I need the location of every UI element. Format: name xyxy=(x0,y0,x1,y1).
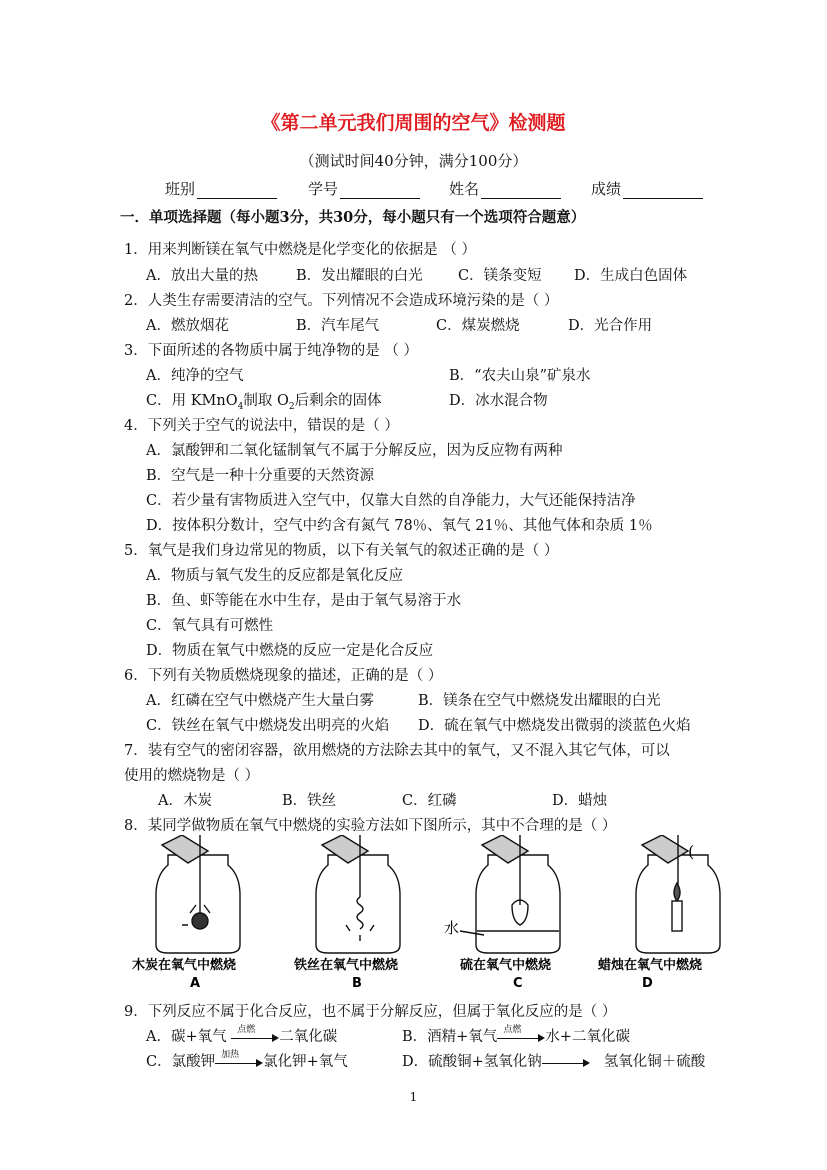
caption-d: 蜡烛在氧气中燃烧 xyxy=(598,958,703,973)
question-4-stem: 4．下列关于空气的说法中，错误的是（ ） xyxy=(124,418,399,434)
question-6-option-a: A．红磷在空气中燃烧产生大量白雾 xyxy=(146,693,374,709)
combustion-experiments-figure xyxy=(128,835,728,995)
section-heading: 一．单项选择题（每小题3分，共30分，每小题只有一个选项符合题意） xyxy=(120,209,586,226)
score-label: 成绩 xyxy=(591,180,622,198)
question-2-option-b: B．汽车尾气 xyxy=(296,318,380,334)
question-9-option-b: B．酒精+氧气 点燃 水+二氧化碳 xyxy=(402,1025,630,1045)
question-6-option-d: D．硫在氧气中燃烧发出微弱的淡蓝色火焰 xyxy=(418,718,691,734)
question-2-option-c: C．煤炭燃烧 xyxy=(436,318,520,334)
name-field xyxy=(449,178,561,199)
score-blank xyxy=(623,184,703,199)
question-4-option-a: A．氯酸钾和二氧化锰制氧气不属于分解反应，因为反应物有两种 xyxy=(146,443,563,459)
class-label: 班别 xyxy=(165,180,196,198)
question-3-option-c: C．用 KMnO$_4$制取 $O_2$后剩余的固体 xyxy=(146,393,382,412)
letter-b: B xyxy=(352,976,362,991)
class-field xyxy=(165,178,277,199)
question-1-option-d: D．生成白色固体 xyxy=(574,268,688,284)
question-4-option-d: D．按体积分数计，空气中约含有氮气 78％、氧气 21％、其他气体和杂质 1％ xyxy=(146,518,653,534)
number-label: 学号 xyxy=(308,180,339,198)
score-field xyxy=(591,178,703,199)
question-5-option-c: C．氧气具有可燃性 xyxy=(146,618,274,634)
question-7-stem-line-1: 7．装有空气的密闭容器，欲用燃烧的方法除去其中的氧气，又不混入其它气体，可以 xyxy=(124,743,670,759)
caption-c: 硫在氧气中燃烧 xyxy=(460,958,552,973)
question-1-option-a: A．放出大量的热 xyxy=(146,268,258,284)
question-3-option-b: B．“农夫山泉”矿泉水 xyxy=(449,368,591,384)
letter-d: D xyxy=(642,976,653,991)
jar-d-illustration xyxy=(636,835,720,953)
question-2-option-d: D．光合作用 xyxy=(568,318,653,334)
number-blank xyxy=(340,184,420,199)
question-7-option-a: A．木炭 xyxy=(158,793,212,809)
letter-c: C xyxy=(513,976,523,991)
name-blank xyxy=(481,184,561,199)
question-3-option-a: A．纯净的空气 xyxy=(146,368,244,384)
question-2-option-a: A．燃放烟花 xyxy=(146,318,229,334)
page-title: 《第二单元我们周围的空气》检测题 xyxy=(261,112,566,134)
caption-a: 木炭在氧气中燃烧 xyxy=(132,958,237,973)
question-5-option-d: D．物质在氧气中燃烧的反应一定是化合反应 xyxy=(146,643,434,659)
question-5-option-b: B．鱼、虾等能在水中生存，是由于氧气易溶于水 xyxy=(146,593,462,609)
figure-paren: ( xyxy=(688,842,695,861)
arrow-icon: 点燃 xyxy=(231,1030,279,1044)
question-9-option-d: D．硫酸铜+氢氧化钠 氢氧化铜＋硫酸 xyxy=(402,1054,706,1070)
question-4-option-c: C．若少量有害物质进入空气中，仅靠大自然的自净能力，大气还能保持洁净 xyxy=(146,493,636,509)
question-8-stem: 8．某同学做物质在氧气中燃烧的实验方法如下图所示，其中不合理的是（ ） xyxy=(124,818,617,834)
question-3-stem: 3．下面所述的各物质中属于纯净物的是 （ ） xyxy=(124,343,418,359)
question-6-option-c: C．铁丝在氧气中燃烧发出明亮的火焰 xyxy=(146,718,390,734)
letter-a: A xyxy=(190,976,201,991)
jar-c-illustration xyxy=(460,835,560,953)
jar-a-illustration xyxy=(156,835,240,953)
name-label: 姓名 xyxy=(449,180,480,198)
question-7-option-d: D．蜡烛 xyxy=(552,793,608,809)
arrow-icon xyxy=(542,1055,590,1069)
question-9-stem: 9．下列反应不属于化合反应，也不属于分解反应，但属于氧化反应的是（ ） xyxy=(124,1004,617,1020)
page-subtitle: （测试时间40分钟，满分100分） xyxy=(299,152,528,170)
jar-b-illustration xyxy=(316,835,400,953)
question-7-option-b: B．铁丝 xyxy=(282,793,337,809)
question-4-option-b: B．空气是一种十分重要的天然资源 xyxy=(146,468,375,484)
page-number: 1 xyxy=(409,1090,418,1104)
question-9-option-a: A．碳+氧气 点燃 二氧化碳 xyxy=(146,1025,338,1045)
water-label: 水 xyxy=(444,919,460,937)
arrow-icon: 加热 xyxy=(215,1055,263,1069)
question-5-stem: 5．氧气是我们身边常见的物质，以下有关氧气的叙述正确的是（ ） xyxy=(124,543,559,559)
question-3-option-d: D．冰水混合物 xyxy=(449,393,548,409)
question-1-option-c: C．镁条变短 xyxy=(458,268,542,284)
question-6-option-b: B．镁条在空气中燃烧发出耀眼的白光 xyxy=(418,693,661,709)
arrow-icon: 点燃 xyxy=(497,1030,545,1044)
question-6-stem: 6．下列有关物质燃烧现象的描述，正确的是（ ） xyxy=(124,668,443,684)
question-5-option-a: A．物质与氧气发生的反应都是氧化反应 xyxy=(146,568,403,584)
question-1-option-b: B．发出耀眼的白光 xyxy=(296,268,423,284)
number-field xyxy=(308,178,420,199)
caption-b: 铁丝在氧气中燃烧 xyxy=(294,958,399,973)
class-blank xyxy=(197,184,277,199)
question-7-stem-line-2: 使用的燃烧物是（ ） xyxy=(124,768,260,784)
question-1-stem: 1．用来判断镁在氧气中燃烧是化学变化的依据是 （ ） xyxy=(124,242,476,258)
question-9-option-c: C．氯酸钾 加热 氯化钾+氧气 xyxy=(146,1050,348,1070)
question-2-stem: 2．人类生存需要清洁的空气。下列情况不会造成环境污染的是（ ） xyxy=(124,293,559,309)
question-7-option-c: C．红磷 xyxy=(402,793,457,809)
